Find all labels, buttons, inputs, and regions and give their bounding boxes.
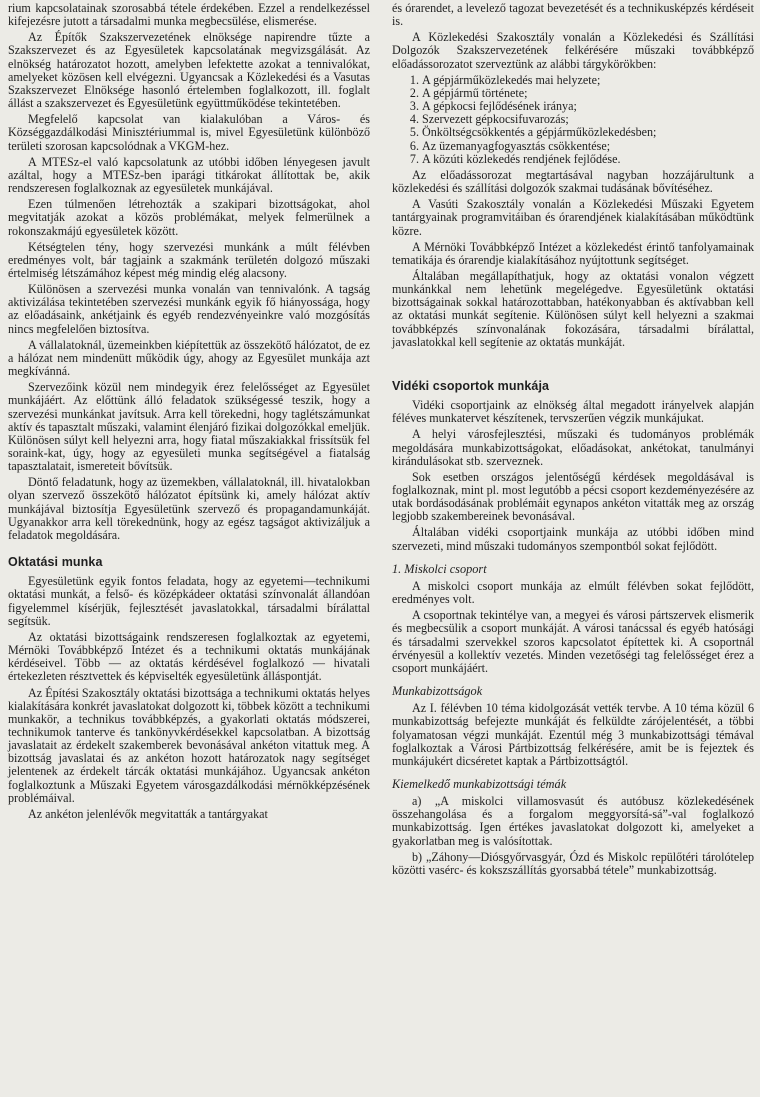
list-item: 4. Szervezett gépkocsifuvarozás;: [422, 113, 754, 126]
paragraph: Döntő feladatunk, hogy az üzemekben, vállalatoknál, ill. hivatalokban olyan szervező összekötő hálózatot építsünk ki, amely hálózat aktív munkájával biztosítja Egyesületünk szervező és propagandamunkáját. Ugyanakkor arra kell törekednünk, hogy az egész tagságot aktivizáljuk a feladatok megoldására.: [8, 475, 370, 542]
paragraph: Kétségtelen tény, hogy szervezési munkánk a múlt félévben eredményes volt, bár tagjaink a szakmánk területén dolgozó műszaki értelmiség létszámához képest még mindig elég alacsony.: [8, 239, 370, 280]
paragraph: A helyi városfejlesztési, műszaki és tudományos problémák megoldására munkabizottságokat, előadásokat, ankétokat, tanulmányi kirándulásokat stb. szerveznek.: [392, 427, 754, 468]
paragraph: Az ankéton jelenlévők megvitatták a tantárgyakat: [28, 806, 268, 821]
list-item: 5. Önköltségcsökkentés a gépjárműközlekedésben;: [422, 126, 754, 139]
paragraph: Általában megállapíthatjuk, hogy az oktatási vonalon végzett munkánkkal nem lehetünk megelégedve. Egyesületünk oktatási bizottságainak sokkal határozottabban, hatékonyabban és aktívabban kell az oktatási munkát segítenie. Különösen súlyt kell helyezni a szakmai továbbképzés színvonalának fokozására, társadalmi bírálattal, javaslatokkal kell segítenie az oktatás munkáját.: [392, 268, 754, 349]
paragraph: A Vasúti Szakosztály vonalán a Közlekedési Műszaki Egyetem tantárgyainak programvitáiban és órarendjének kialakításában működtünk közre.: [392, 197, 754, 238]
paragraph: Szervezőink közül nem mindegyik érez felelősséget az Egyesület munkájáért. Az előttünk álló feladatok szükségessé teszik, hogy a szervezési munkánkat javítsuk. Arra kell törekedni, hogy taglétszámunkat aktív és tapasztalt műszaki, valamint élenjáró fizikai dolgozókkal emeljük. Különösen súlyt kell helyezni arra, hogy fiatal műszakiakkal frissítsük fel soraink-kat, úgy, hogy az egyesületi munka segítségével a fiatalság tapasztalatait, ismereteit bővítsük.: [8, 380, 370, 474]
paragraph: Az Építési Szakosztály oktatási bizottsága a technikumi oktatás helyes kialakítására konkrét javaslatokat dolgozott ki, többek között a technikumi munkakör, a technikus továbbképzés, a gyakorlati oktatás módszerei, technikumok tanterve és tankönyvkérdésekkel kapcsolatban. A bizottság javaslatait az érdekelt szakemberek bevonásával ankéton vitattuk meg. A bizottság javaslatai és az ankéton hozott határozatok nagy segítséget jelentenek az érdekelt tárcák oktatási munkájához. Ugyancsak ankéton foglalkoztunk a Műszaki Egyetem városgazdálkodási mérnökképzésének problémáival.: [8, 685, 370, 805]
list-item: 1. A gépjárműközlekedés mai helyzete;: [422, 74, 754, 87]
section-spacer: [392, 352, 754, 366]
paragraph: A Közlekedési Szakosztály vonalán a Közlekedési és Szállítási Dolgozók Szakszervezetének felkérésére műszaki továbbképző előadássorozatot szerveztünk az alábbi tárgykörökben:: [392, 30, 754, 71]
paragraph: Vidéki csoportjaink az elnökség által megadott irányelvek alapján féléves munkatervet készítenek, tervszerűen végzik munkájukat.: [392, 398, 754, 426]
right-column: [392, 2, 754, 880]
section-heading-videki: Vidéki csoportok munkája: [392, 378, 550, 393]
paragraph: A miskolci csoport munkája az elmúlt félévben sokat fejlődött, eredményes volt.: [392, 578, 754, 607]
paragraph: b) „Záhony—Diósgyőrvasgyár, Ózd és Miskolc repülőtéri tárolótelep közötti vasérc- és kokszszállítás gyorsabbá tétele” munkabizottság.: [392, 849, 754, 877]
subsection-heading-miskolci: 1. Miskolci csoport: [392, 561, 487, 576]
paragraph: Általában vidéki csoportjaink munkája az utóbbi időben mind szervezeti, mind műszaki tudományos szempontból sokat fejlődött.: [392, 525, 754, 553]
paragraph: és órarendet, a levelező tagozat bevezetését és a technikusképzés kérdéseit is.: [392, 1, 754, 29]
paragraph: Az előadássorozat megtartásával nagyban hozzájárultunk a közlekedési és szállítási dolgozók szakmai tudásának bővítéséhez.: [392, 167, 754, 196]
paragraph: Egyesületünk egyik fontos feladata, hogy az egyetemi—technikumi oktatási munkát, a felső- és középkádeer oktatási színvonalát állandóan figyelemmel kísérjük, fejlesztését javaslatokkal, társadalmi bírálattal segítsük.: [8, 574, 370, 628]
paragraph: Sok esetben országos jelentőségű kérdések megoldásával is foglalkoznak, mint pl. most legutóbb a pécsi csoport kezdeményezésére az utak bordásodásának problémáit egynapos ankéton vitatták meg az ország legjobb szakembereinek bevonásával.: [392, 469, 754, 524]
list-item: 3. A gépkocsi fejlődésének iránya;: [422, 100, 754, 113]
left-column: [8, 2, 370, 824]
paragraph: A vállalatoknál, üzemeinkben kiépítettük az összekötő hálózatot, de ez a hálózat nem mindenütt működik úgy, ahogy az Egyesület munkája azt megkívánná.: [8, 337, 370, 379]
paragraph: Különösen a szervezési munka vonalán van tennivalónk. A tagság aktivizálása tekintetében szervezési munkánk egyik fő hiányossága, hogy az előadásaink, ankétjaink és egyéb rendezvényeinkre való mozgósítás nincs megfelelően biztosítva.: [8, 282, 370, 336]
paragraph: A MTESz-el való kapcsolatunk az utóbbi időben lényegesen javult azáltal, hogy a MTESz-ben iparági titkárokat állítottak be, akik rendszeresen foglalkoznak az egyesületek munkájával.: [8, 154, 370, 196]
subsection-heading-kiemelkedo: Kiemelkedő munkabizottsági témák: [392, 776, 567, 791]
paragraph: Ezen túlmenően létrehozták a szakipari bizottságokat, ahol megvitatják azokat a közös problémákat, melyek felmerülnek a rokonszakmájú egyesületek között.: [8, 197, 370, 238]
section-heading-oktatasi: Oktatási munka: [8, 555, 103, 570]
lecture-topic-list: [392, 74, 754, 166]
list-item: 2. A gépjármű története;: [422, 87, 754, 100]
paragraph: rium kapcsolatainak szorosabbá tétele érdekében. Ezzel a rendelkezéssel kifejezésre jutott a társadalmi munka megbecsülése, elismerése.: [8, 1, 370, 29]
subsection-heading-munkabizottsagok: Munkabizottságok: [392, 684, 483, 699]
paragraph: Megfelelő kapcsolat van kialakulóban a Város- és Községgazdálkodási Minisztériummal is, mivel Egyesületünk különböző területi szorosan kapcsolódnak a VKGM-hez.: [8, 112, 370, 153]
paragraph: Az I. félévben 10 téma kidolgozását vették tervbe. A 10 téma közül 6 munkabizottság befejezte munkáját és felküldte zárójelentését, a többi folyamatosan végzi munkáját. Ezentúl még 3 munkabizottsági témával foglalkoztak a Városi Pártbizottság felkérésére, amit be is fejeztek és munkájukért dicséretet kaptak a Pártbizottságtól.: [392, 701, 754, 768]
list-item: 6. Az üzemanyagfogyasztás csökkentése;: [422, 140, 754, 153]
paragraph: A csoportnak tekintélye van, a megyei és városi pártszervek elismerik és megbecsülik a csoport munkáját. A városi tanácssal és egyéb hatósági és társadalmi szervekkel szoros kapcsolatot építettek ki. A csoportnál érvényesül a kollektív vezetés. Minden vezetőségi tag felelősséget érez a csoport munkájáért.: [392, 608, 754, 675]
paragraph: Az Építők Szakszervezetének elnöksége napirendre tűzte a Szakszervezet és az Egyesületek kapcsolatának megvizsgálását. Az elnökség határozatot hozott, amelyben lefektette azokat a tennivalókat, amelyeket közösen kell elvégezni. Ugyancsak a Közlekedési és a Vasutas Szakszervezet Elnöksége hasonló értelemben foglalkozott, ill. foglalt állást a szakszervezet és Egyesületünk együttműködése tekintetében.: [8, 30, 370, 111]
paragraph: a) „A miskolci villamosvasút és autóbusz közlekedésének összehangolása és a forgalom meggyorsítá-sá”-val foglalkozó munkabizottság. Igen értékes javaslatokat dolgozott ki, amelyeket a gyakorlatban meg is valósítottak.: [392, 794, 754, 848]
paragraph: A Mérnöki Továbbképző Intézet a közlekedést érintő tanfolyamainak tematikája és órarendje kialakításához nyújtottunk segítséget.: [392, 239, 754, 267]
list-item: 7. A közúti közlekedés rendjének fejlődése.: [422, 153, 754, 166]
paragraph: Az oktatási bizottságaink rendszeresen foglalkoztak az egyetemi, Mérnöki Továbbképző Intézet és a technikumi oktatás munkájának kérdéseivel. Több — az oktatás kérdésével foglalkozó — hivatali értekezleten résztvettek és képviselték egyesületünk álláspontját.: [8, 629, 370, 684]
